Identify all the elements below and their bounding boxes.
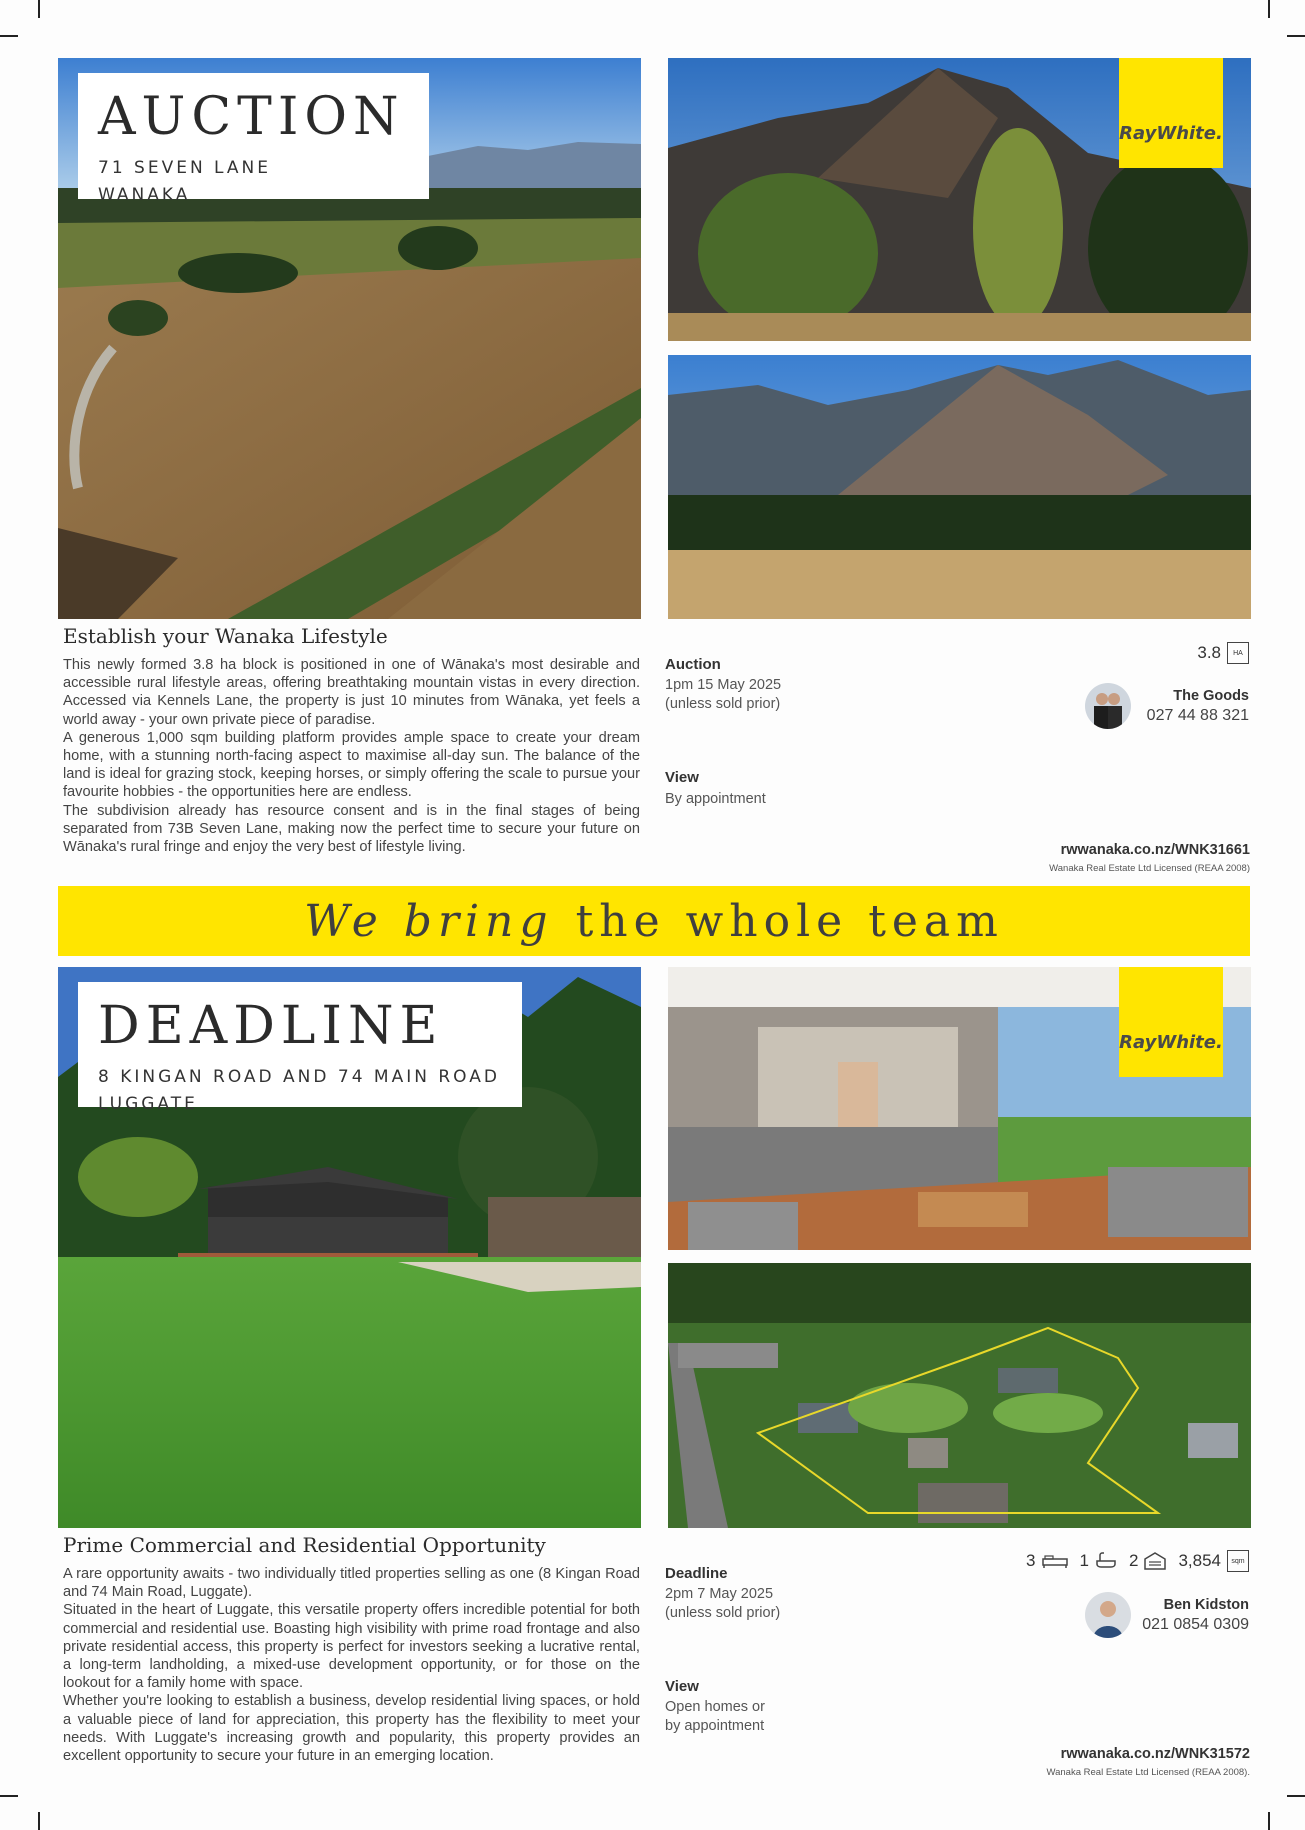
listing2-view-label: View <box>665 1678 699 1695</box>
crop-mark <box>38 1812 40 1830</box>
listing2-sale-label: Deadline <box>665 1565 728 1582</box>
listing2-features <box>1026 1550 1249 1572</box>
listing2-sale-note: (unless sold prior) <box>665 1605 781 1621</box>
listing1-raywhite-logo <box>1119 58 1223 168</box>
listing2-paragraph: Whether you're looking to establish a business, develop residential living spaces, or hold a valuable piece of land for appreciation, this property has the flexibility to meet your needs. With Luggate's increasing growth and popularity, this property provides an excellent opportunity to secure your future in an emerging location. <box>63 1693 640 1765</box>
listing2-agent-photo <box>1085 1592 1131 1638</box>
listing1-title-box <box>78 73 429 205</box>
bed-icon <box>1042 1553 1068 1569</box>
raywhite-logo-text: RayWhite. <box>1119 1031 1223 1053</box>
listing1-license: Wanaka Real Estate Ltd Licensed (REAA 2008) <box>1049 863 1250 874</box>
listing1-headline: Establish your Wanaka Lifestyle <box>63 624 388 648</box>
listing2-title-box <box>78 982 522 1114</box>
listing1-area-value: 3.8 <box>1197 643 1221 662</box>
listing1-view-label: View <box>665 769 699 786</box>
listing1-agent-photo <box>1085 683 1131 729</box>
listing1-sale-note: (unless sold prior) <box>665 696 781 712</box>
listing2-status-title: DEADLINE <box>98 996 444 1056</box>
listing2-address-line1: 8 KINGAN ROAD AND 74 MAIN ROAD <box>98 1067 500 1087</box>
land-area-icon: sqm <box>1227 1550 1249 1572</box>
listing2-description <box>63 1565 640 1765</box>
banner-text: the whole team <box>575 895 1004 947</box>
crop-mark <box>1287 1795 1305 1797</box>
listing1-sale-label: Auction <box>665 656 721 673</box>
listing1-status-title: AUCTION <box>98 87 405 147</box>
listing1-description <box>63 656 640 856</box>
listing1-address-line1: 71 SEVEN LANE <box>98 158 272 178</box>
crop-mark <box>1268 0 1270 18</box>
listing2-agent-name: Ben Kidston <box>1163 1597 1249 1613</box>
crop-mark <box>0 1795 18 1797</box>
listing2-beds: 3 <box>1026 1551 1036 1570</box>
listing1-paragraph: This newly formed 3.8 ha block is positioned in one of Wānaka's most desirable and accessible rural lifestyle areas, offering breathtaking mountain vistas in every direction. Accessed via Kennels Lane, the property is just 10 minutes from Wānaka, yet feels a world away - your own private piece of paradise. <box>63 657 640 728</box>
listing1-view-detail: By appointment <box>665 791 766 807</box>
listing2-headline: Prime Commercial and Residential Opportunity <box>63 1533 546 1557</box>
listing2-aerial-photo <box>668 1263 1251 1528</box>
crop-mark <box>1287 35 1305 37</box>
listing1-paragraph: The subdivision already has resource consent and is in the final stages of being separated from 73B Seven Lane, making now the perfect time to secure your future on Wānaka's rural fringe and enjoy the very best of lifestyle living. <box>63 802 640 856</box>
listing2-view-detail-2: by appointment <box>665 1718 765 1734</box>
listing2-agent-phone[interactable]: 021 0854 0309 <box>1142 1616 1249 1633</box>
listing2-land-area: 3,854 <box>1178 1551 1221 1570</box>
listing2-paragraph: A rare opportunity awaits - two individually titled properties selling as one (8 Kingan Road and 74 Main Road, Luggate). <box>63 1566 640 1601</box>
listing1-agent-name: The Goods <box>1173 688 1249 704</box>
listing1-sale-time: 1pm 15 May 2025 <box>665 677 782 693</box>
listing1-agent-phone[interactable]: 027 44 88 321 <box>1146 707 1249 724</box>
listing1-mountain-photo-bottom <box>668 355 1251 619</box>
listing2-sale-time: 2pm 7 May 2025 <box>665 1586 774 1602</box>
listing1-address-line2: WANAKA <box>98 185 191 205</box>
listing2-url[interactable]: rwwanaka.co.nz/WNK31572 <box>1060 1746 1250 1762</box>
crop-mark <box>38 0 40 18</box>
listing1-url[interactable]: rwwanaka.co.nz/WNK31661 <box>1060 842 1250 858</box>
listing2-raywhite-logo <box>1119 967 1223 1077</box>
listing2-garages: 2 <box>1128 1551 1139 1570</box>
listing2-license: Wanaka Real Estate Ltd Licensed (REAA 2008). <box>1046 1767 1250 1778</box>
crop-mark <box>1268 1812 1270 1830</box>
garage-icon <box>1144 1552 1166 1570</box>
listing2-view-detail-1: Open homes or <box>665 1699 765 1715</box>
listing2-paragraph: Situated in the heart of Luggate, this versatile property offers incredible potential for both commercial and residential use. Boasting high visibility with prime road frontage and also private residential access, this property is perfect for investors seeking a lucrative rental, a long-term landholding, a mixed-use development opportunity, or for those on the lookout for a family home with space. <box>63 1602 640 1692</box>
listing1-area <box>1197 642 1249 664</box>
listing2-address-line2: LUGGATE <box>98 1094 198 1114</box>
listing1-paragraph: A generous 1,000 sqm building platform provides ample space to create your dream home, with a stunning north-facing aspect to maximise all-day sun. The balance of the land is ideal for grazing stock, keeping horses, or simply offering the scale to pursue your favourite hobbies - the opportunities here are endless. <box>63 729 640 801</box>
slogan-banner <box>58 886 1250 956</box>
banner-text-italic: We bring <box>304 895 554 947</box>
crop-mark <box>0 35 18 37</box>
raywhite-logo-text: RayWhite. <box>1119 122 1223 144</box>
bath-icon <box>1095 1552 1117 1570</box>
listing2-baths: 1 <box>1079 1551 1089 1570</box>
land-area-icon: HA <box>1227 642 1249 664</box>
